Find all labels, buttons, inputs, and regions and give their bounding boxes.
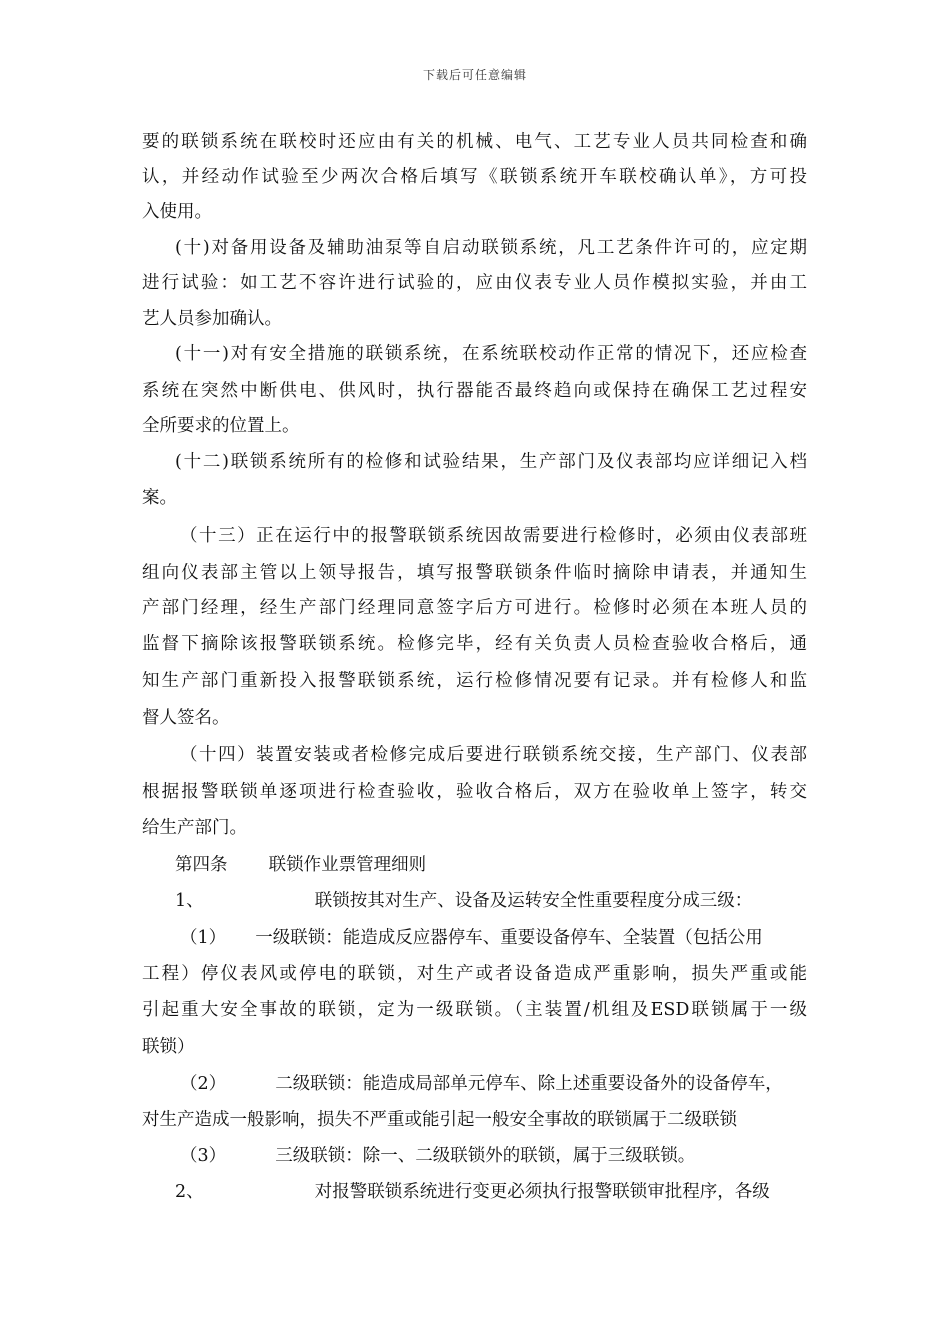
- item-text: 联锁按其对生产、设备及运转安全性重要程度分成三级：: [314, 891, 753, 911]
- text-line: 引起重大安全事故的联锁，定为一级联锁。（主装置/机组及ESD联锁属于一级: [142, 1000, 807, 1020]
- subitem-1: [180, 926, 763, 950]
- item-number: 1、: [175, 891, 204, 911]
- item-1: [175, 889, 752, 913]
- text-line: 进行试验：如工艺不容许进行试验的，应由仪表专业人员作模拟实验，并由工: [142, 273, 807, 293]
- text-line: （十四）装置安装或者检修完成后要进行联锁系统交接，生产部门、仪表部: [180, 745, 807, 765]
- page-header: 下载后可任意编辑: [422, 68, 527, 82]
- text-line: 知生产部门重新投入报警联锁系统，运行检修情况要有记录。并有检修人和监: [142, 671, 807, 691]
- subitem-text: 二级联锁：能造成局部单元停车、除上述重要设备外的设备停车，: [275, 1074, 783, 1094]
- text-line: 联锁）: [142, 1037, 195, 1057]
- text-line: 根据报警联锁单逐项进行检查验收，验收合格后，双方在验收单上签字，转交: [142, 782, 807, 802]
- text-line: 督人签名。: [142, 708, 230, 728]
- text-line: 对生产造成一般影响，损失不严重或能引起一般安全事故的联锁属于二级联锁: [142, 1110, 737, 1130]
- text-line: （十三）正在运行中的报警联锁系统因故需要进行检修时，必须由仪表部班: [180, 526, 807, 546]
- text-line: 案。: [142, 488, 177, 508]
- text-line: (十)对备用设备及辅助油泵等自启动联锁系统，凡工艺条件许可的，应定期: [175, 238, 807, 258]
- text-line: 入使用。: [142, 202, 212, 222]
- item-2: [175, 1180, 770, 1204]
- text-line: 全所要求的位置上。: [142, 416, 300, 436]
- text-line: (十二)联锁系统所有的检修和试验结果，生产部门及仪表部均应详细记入档: [175, 452, 807, 472]
- subitem-2: [180, 1072, 783, 1096]
- text-line: 要的联锁系统在联校时还应由有关的机械、电气、工艺专业人员共同检查和确: [142, 132, 807, 152]
- article-label: 第四条: [175, 855, 228, 875]
- item-number: 2、: [175, 1182, 204, 1202]
- text-line: 监督下摘除该报警联锁系统。检修完毕，经有关负责人员检查验收合格后，通: [142, 634, 807, 654]
- text-line: 产部门经理，经生产部门经理同意签字后方可进行。检修时必须在本班人员的: [142, 598, 807, 618]
- text-line: 认，并经动作试验至少两次合格后填写《联锁系统开车联校确认单》，方可投: [142, 167, 807, 187]
- text-line: 给生产部门。: [142, 818, 247, 838]
- text-line: (十一)对有安全措施的联锁系统，在系统联校动作正常的情况下，还应检查: [175, 344, 807, 364]
- text-line: 艺人员参加确认。: [142, 309, 282, 329]
- text-line: 系统在突然中断供电、供风时，执行器能否最终趋向或保持在确保工艺过程安: [142, 381, 807, 401]
- subitem-text: 一级联锁：能造成反应器停车、重要设备停车、全装置（包括公用: [255, 928, 763, 948]
- subitem-number: （2）: [180, 1074, 227, 1094]
- subitem-text: 三级联锁：除一、二级联锁外的联锁，属于三级联锁。: [275, 1146, 696, 1166]
- article-title: 联锁作业票管理细则: [268, 855, 427, 875]
- subitem-number: （3）: [180, 1146, 227, 1166]
- text-line: 工程）停仪表风或停电的联锁，对生产或者设备造成严重影响，损失严重或能: [142, 964, 807, 984]
- text-line: 组向仪表部主管以上领导报告，填写报警联锁条件临时摘除申请表，并通知生: [142, 563, 807, 583]
- subitem-3: [180, 1144, 695, 1168]
- subitem-number: （1）: [180, 928, 227, 948]
- article-heading: [175, 853, 426, 877]
- item-text: 对报警联锁系统进行变更必须执行报警联锁审批程序，各级: [314, 1182, 770, 1202]
